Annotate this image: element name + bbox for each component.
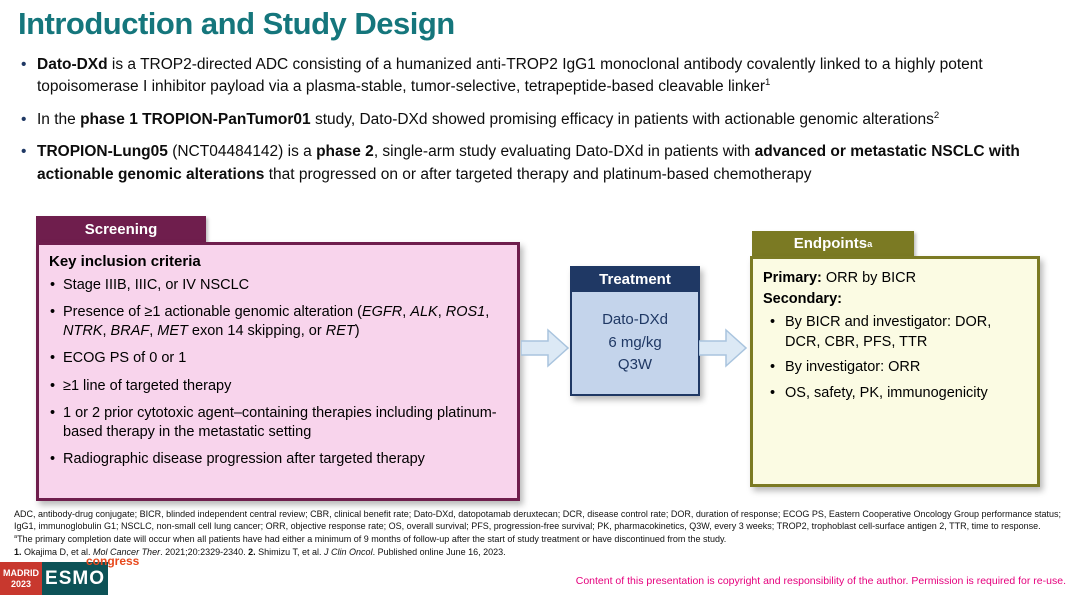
- abbreviations-note: ADC, antibody-drug conjugate; BICR, blinded independent central review; CBR, clinical benefit rate; Dato-DXd, datopotamab deruxtecan; DCR, disease control rate; DOR, duration of response; ECOG PS, Eastern Cooperative Oncology Group performance status; IgG1, immunoglobulin G1; NSCLC, non-small cell lung cancer; ORR, objective response rate; OS, overall survival; PFS, progression-free survival; PK, pharmacokinetics, Q3W, every 3 weeks; TROP2, trophoblast cell-surface antigen 2, TTR, time to response.: [14, 509, 1062, 531]
- endpoints-box: [750, 256, 1040, 487]
- screening-item-cytotoxic: • 1 or 2 prior cytotoxic agent–containing therapies including platinum-based therapy in the metastatic setting: [49, 404, 507, 442]
- endpoints-secondary-list: [763, 313, 1027, 403]
- intro-bullet-lung05: • TROPION-Lung05 (NCT04484142) is a phase 2, single-arm study evaluating Dato-DXd in patients with advanced or metastatic NSCLC with actionable genomic alterations that progressed on or after targeted therapy and platinum-based chemotherapy: [20, 141, 1066, 186]
- screening-item-genomic-alteration: • Presence of ≥1 actionable genomic alteration (EGFR, ALK, ROS1, NTRK, BRAF, MET exon 14 skipping, or RET): [49, 303, 507, 341]
- madrid-logo-city: MADRID: [3, 568, 39, 579]
- footnotes: [14, 509, 1068, 560]
- screening-box: [36, 242, 520, 501]
- endpoints-item-bicr-investigator: • By BICR and investigator: DOR, DCR, CBR, PFS, TTR: [763, 313, 1027, 352]
- treatment-box: [570, 266, 700, 396]
- arrow-right-icon: [521, 327, 569, 369]
- treatment-header: Treatment: [570, 266, 700, 292]
- madrid-2023-logo: [0, 562, 42, 595]
- screening-criteria-list: [49, 276, 507, 469]
- screening-tab-label: Screening: [36, 216, 206, 242]
- screening-item-stage: • Stage IIIB, IIIC, or IV NSCLC: [49, 276, 507, 295]
- screening-item-progression: • Radiographic disease progression after targeted therapy: [49, 450, 507, 469]
- copyright-notice: Content of this presentation is copyright and responsibility of the author. Permission is required for re-use.: [575, 575, 1066, 587]
- intro-bullet-dato-dxd: • Dato-DXd is a TROP2-directed ADC consisting of a humanized anti-TROP2 IgG1 monoclonal antibody covalently linked to a highly potent topoisomerase I inhibitor payload via a plasma-stable, tumor-selective, tetrapeptide-based cleavable linker$^1$: [20, 54, 1066, 99]
- endpoints-tab-label: Endpoints a: [752, 231, 914, 256]
- intro-bullet-pantumor01: • In the phase 1 TROPION-PanTumor01 study, Dato-DXd showed promising efficacy in patients with actionable genomic alterations$^2$: [20, 109, 1066, 131]
- arrow-right-icon: [699, 327, 747, 369]
- madrid-logo-year: 2023: [10, 578, 32, 589]
- intro-bullets: [20, 54, 1066, 196]
- treatment-schedule: Q3W: [617, 356, 653, 374]
- endpoints-item-investigator-orr: • By investigator: ORR: [763, 358, 1027, 378]
- treatment-drug-name: Dato-DXd: [602, 311, 668, 329]
- treatment-dose: 6 mg/kg: [608, 333, 662, 351]
- screening-item-targeted-therapy: • ≥1 line of targeted therapy: [49, 377, 507, 396]
- congress-label: congress: [86, 554, 140, 568]
- endpoints-item-os-safety: • OS, safety, PK, immunogenicity: [763, 384, 1027, 404]
- endpoints-primary: Primary: ORR by BICR: [763, 270, 917, 286]
- screening-item-ecog: • ECOG PS of 0 or 1: [49, 349, 507, 368]
- references-note: 1. Okajima D, et al. Mol Cancer Ther. 2021;20:2329-2340. 2. Shimizu T, et al. J Clin Oncol. Published online June 16, 2023.: [14, 546, 506, 557]
- esmo-logo: ESMO: [42, 562, 108, 595]
- endpoints-secondary-label: Secondary:: [763, 291, 842, 308]
- footnote-a: $^a$The primary completion date will occur when all patients have had either a minimum of 9 months of follow-up after the start of study treatment or have discontinued from the study.: [14, 533, 727, 544]
- screening-heading: Key inclusion criteria: [49, 253, 201, 270]
- page-title: Introduction and Study Design: [18, 6, 455, 41]
- treatment-body: [570, 292, 700, 396]
